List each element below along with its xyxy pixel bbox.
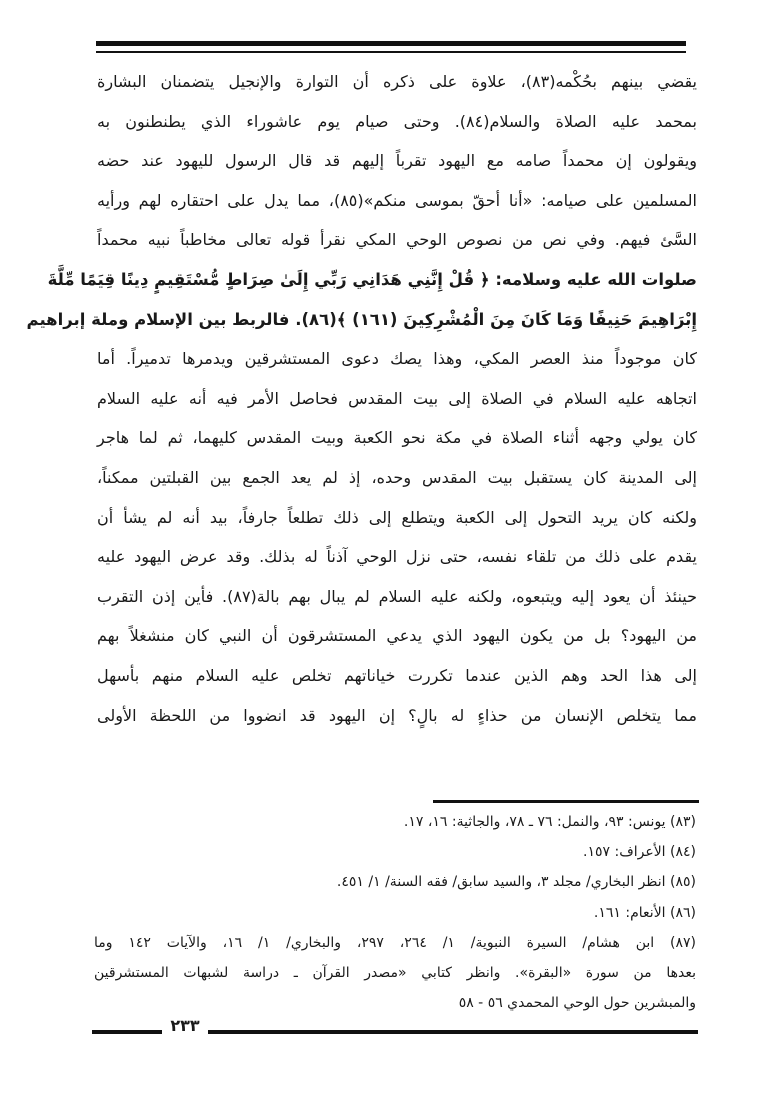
- body-line: إلى المدينة كان يستقبل بيت المقدس وحده، إذ لم يعد الجمع بين القبلتين ممكناً،: [97, 467, 697, 487]
- body-line: اتجاهه عليه السلام في الصلاة إلى بيت المقدس فحاصل الأمر فيه أنه عليه السلام: [97, 388, 697, 408]
- footnote-87-continued: بعدها من سورة «البقرة». وانظر كتابي «مصدر القرآن ـ دراسة لشبهات المستشرقين: [94, 964, 696, 981]
- footnote-87: (٨٧) ابن هشام/ السيرة النبوية/ ١/ ٢٦٤، ٢٩٧، والبخاري/ ١/ ١٦، والآيات ١٤٢ وما: [94, 934, 696, 951]
- footnote-83: (٨٣) يونس: ٩٣، والنمل: ٧٦ ـ ٧٨، والجاثية: ١٦، ١٧.: [403, 814, 696, 830]
- body-line: مما يتخلص الإنسان من حذاءٍ له بالٍ؟ إن اليهود قد انضووا من اللحظة الأولى: [97, 705, 697, 725]
- body-line: كان موجوداً منذ العصر المكي، وهذا يصك دعوى المستشرقين ويدمرها تدميراً. أما: [97, 349, 697, 369]
- body-line: المسلمين على صيامه: «أنا أحقّ بموسى منكم»(٨٥)، مما يدل على احتقاره لهم ورأيه: [97, 190, 697, 210]
- footer-rule: [92, 1030, 162, 1034]
- body-line: السَّئ فيهم. وفي نص من نصوص الوحي المكي نقرأ قوله تعالى مخاطباً نبيه محمداً: [97, 230, 697, 250]
- body-line: من اليهود؟ بل من يكون اليهود الذي يدعي المستشرقون أن النبي كان منشغلاً بهم: [97, 626, 697, 646]
- page-number: ٢٣٣: [170, 1016, 200, 1035]
- body-line: يقدم على ذلك من تلقاء نفسه، حتى نزل الوحي آذناً له بذلك. وقد عرض اليهود عليه: [97, 547, 697, 567]
- body-text: [26, 62, 698, 735]
- body-line: إلى هذا الحد وهم الذين عندما تكررت خياناتهم تخلص عليه السلام منهم بأسهل: [97, 665, 697, 685]
- quran-verse-line: صلوات الله عليه وسلامه: ﴿ قُلْ إِنَّنِي هَدَانِي رَبِّي إِلَىٰ صِرَاطٍ مُّسْتَقِيمٍ دِينًا قِيَمًا مِّلَّةَ: [47, 269, 697, 289]
- body-line: يقضي بينهم بحُكْمه(٨٣)، علاوة على ذكره أن التوارة والإنجيل يتضمنان البشارة: [97, 72, 698, 91]
- header-rule-thick: [96, 41, 686, 46]
- body-line: ويقولون إن محمداً صامه مع اليهود تقرباً إليهم قد قال الرسول لليهود عند حضه: [97, 151, 697, 171]
- footnote-separator: [433, 800, 699, 803]
- footnote-86: (٨٦) الأنعام: ١٦١.: [593, 904, 696, 921]
- footnote-87-continued: والمبشرين حول الوحي المحمدي ٥٦ - ٥٨: [458, 995, 696, 1012]
- body-line: ولكنه كان يريد التحول إلى الكعبة ويتطلع إلى ذلك تطلعاً جارفاً، بيد أنه لم يشأ أن: [97, 507, 697, 527]
- body-line: حينئذ أن يعود إليه ويتبعوه، ولكنه عليه السلام لم يبال بهم بالة(٨٧). فأين إذن التقرب: [97, 586, 697, 606]
- body-line: بمحمد عليه الصلاة والسلام(٨٤). وحتى صيام يوم عاشوراء الذي يطنطنون به: [97, 111, 698, 131]
- header-rule-thin: [96, 51, 686, 53]
- body-line: كان يولي وجهه أثناء الصلاة في مكة نحو الكعبة وبيت المقدس كليهما، ثم لما هاجر: [97, 428, 697, 448]
- footnote-85: (٨٥) انظر البخاري/ مجلد ٣، والسيد سابق/ فقه السنة/ ١/ ٤٥١.: [336, 874, 696, 891]
- footnote-84: (٨٤) الأعراف: ١٥٧.: [583, 844, 696, 861]
- footer-rule: [208, 1030, 698, 1034]
- quran-verse-line: إِبْرَاهِيمَ حَنِيفًا وَمَا كَانَ مِنَ الْمُشْرِكِينَ (١٦١) ﴾(٨٦). فالربط بين الإسلام وملة إبراهيم: [26, 309, 697, 329]
- footnotes: [94, 807, 696, 1018]
